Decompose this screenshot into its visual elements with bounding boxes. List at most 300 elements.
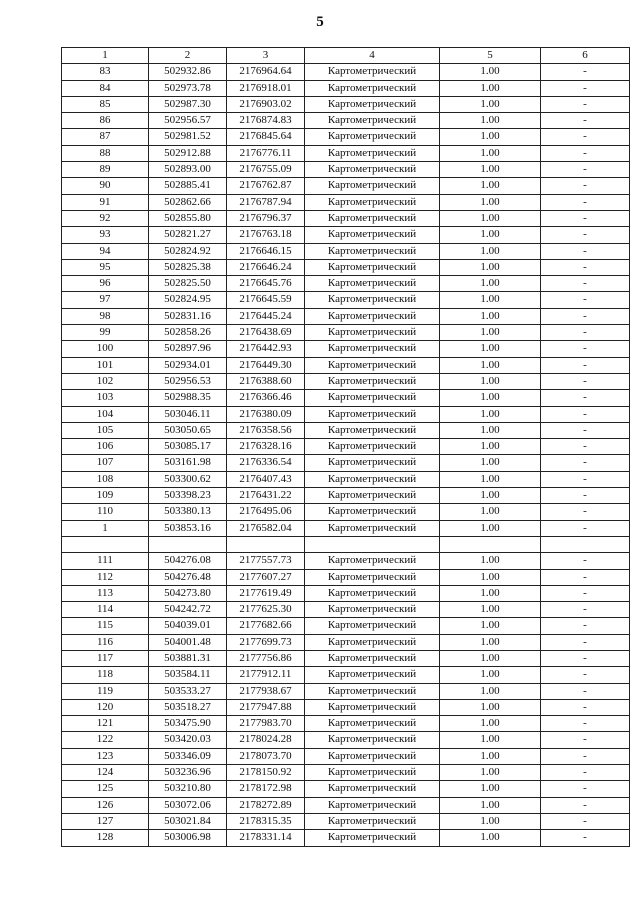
accuracy-cell: 1.00: [440, 439, 541, 455]
note-cell: -: [541, 210, 630, 226]
accuracy-cell: 1.00: [440, 553, 541, 569]
x-coordinate-cell: 503072.06: [149, 797, 227, 813]
table-row: [62, 259, 630, 275]
x-coordinate-cell: 502824.92: [149, 243, 227, 259]
method-cell: Картометрический: [305, 699, 440, 715]
accuracy-cell: 1.00: [440, 732, 541, 748]
method-cell: Картометрический: [305, 667, 440, 683]
method-cell: Картометрический: [305, 210, 440, 226]
method-cell: Картометрический: [305, 178, 440, 194]
table-row: [62, 341, 630, 357]
note-cell: -: [541, 227, 630, 243]
table-row: [62, 194, 630, 210]
y-coordinate-cell: 2177619.49: [227, 585, 305, 601]
x-coordinate-cell: 502825.38: [149, 259, 227, 275]
y-coordinate-cell: 2176755.09: [227, 162, 305, 178]
table-row: [62, 683, 630, 699]
accuracy-cell: 1.00: [440, 178, 541, 194]
x-coordinate-cell: 503420.03: [149, 732, 227, 748]
method-cell: Картометрический: [305, 683, 440, 699]
table-row: [62, 699, 630, 715]
accuracy-cell: 1.00: [440, 683, 541, 699]
accuracy-cell: 1.00: [440, 276, 541, 292]
method-cell: Картометрический: [305, 227, 440, 243]
note-cell: -: [541, 325, 630, 341]
table-row: [62, 716, 630, 732]
y-coordinate-cell: 2176763.18: [227, 227, 305, 243]
accuracy-cell: 1.00: [440, 308, 541, 324]
method-cell: Картометрический: [305, 341, 440, 357]
point-number-cell: [62, 536, 149, 552]
point-number-cell: 107: [62, 455, 149, 471]
note-cell: -: [541, 64, 630, 80]
note-cell: -: [541, 585, 630, 601]
y-coordinate-cell: 2176366.46: [227, 390, 305, 406]
note-cell: -: [541, 765, 630, 781]
note-cell: -: [541, 357, 630, 373]
point-number-cell: 124: [62, 765, 149, 781]
note-cell: -: [541, 569, 630, 585]
y-coordinate-cell: 2176495.06: [227, 504, 305, 520]
x-coordinate-cell: 503398.23: [149, 488, 227, 504]
note-cell: -: [541, 80, 630, 96]
accuracy-cell: 1.00: [440, 765, 541, 781]
point-number-cell: 128: [62, 830, 149, 846]
method-cell: Картометрический: [305, 243, 440, 259]
x-coordinate-cell: 503881.31: [149, 650, 227, 666]
point-number-cell: 121: [62, 716, 149, 732]
x-coordinate-cell: 503210.80: [149, 781, 227, 797]
y-coordinate-cell: 2176918.01: [227, 80, 305, 96]
method-cell: Картометрический: [305, 634, 440, 650]
x-coordinate-cell: 502973.78: [149, 80, 227, 96]
note-cell: -: [541, 471, 630, 487]
note-cell: -: [541, 732, 630, 748]
table-row: [62, 64, 630, 80]
y-coordinate-cell: 2176776.11: [227, 145, 305, 161]
method-cell: Картометрический: [305, 422, 440, 438]
method-cell: Картометрический: [305, 373, 440, 389]
y-coordinate-cell: 2176407.43: [227, 471, 305, 487]
x-coordinate-cell: 502934.01: [149, 357, 227, 373]
accuracy-cell: 1.00: [440, 748, 541, 764]
point-number-cell: 108: [62, 471, 149, 487]
point-number-cell: 116: [62, 634, 149, 650]
y-coordinate-cell: 2177912.11: [227, 667, 305, 683]
accuracy-cell: 1.00: [440, 227, 541, 243]
y-coordinate-cell: 2176903.02: [227, 96, 305, 112]
note-cell: [541, 536, 630, 552]
note-cell: -: [541, 422, 630, 438]
method-cell: Картометрический: [305, 830, 440, 846]
method-cell: Картометрический: [305, 781, 440, 797]
table-row: [62, 602, 630, 618]
note-cell: -: [541, 667, 630, 683]
accuracy-cell: 1.00: [440, 699, 541, 715]
point-number-cell: 123: [62, 748, 149, 764]
table-row: [62, 667, 630, 683]
note-cell: -: [541, 699, 630, 715]
table-row: [62, 781, 630, 797]
table-row: [62, 618, 630, 634]
note-cell: -: [541, 455, 630, 471]
method-cell: Картометрический: [305, 162, 440, 178]
x-coordinate-cell: 502858.26: [149, 325, 227, 341]
y-coordinate-cell: 2176328.16: [227, 439, 305, 455]
note-cell: -: [541, 96, 630, 112]
method-cell: Картометрический: [305, 732, 440, 748]
y-coordinate-cell: 2176358.56: [227, 422, 305, 438]
method-cell: Картометрический: [305, 748, 440, 764]
point-number-cell: 122: [62, 732, 149, 748]
x-coordinate-cell: 503533.27: [149, 683, 227, 699]
accuracy-cell: 1.00: [440, 373, 541, 389]
x-coordinate-cell: [149, 536, 227, 552]
point-number-cell: 114: [62, 602, 149, 618]
y-coordinate-cell: 2176646.15: [227, 243, 305, 259]
header-cell-3: 3: [227, 48, 305, 64]
x-coordinate-cell: 503346.09: [149, 748, 227, 764]
note-cell: -: [541, 145, 630, 161]
y-coordinate-cell: 2176582.04: [227, 520, 305, 536]
accuracy-cell: 1.00: [440, 667, 541, 683]
table-row: [62, 504, 630, 520]
point-number-cell: 104: [62, 406, 149, 422]
table-row: [62, 162, 630, 178]
method-cell: [305, 536, 440, 552]
note-cell: -: [541, 797, 630, 813]
accuracy-cell: 1.00: [440, 830, 541, 846]
y-coordinate-cell: 2177947.88: [227, 699, 305, 715]
accuracy-cell: 1.00: [440, 716, 541, 732]
table-row: [62, 732, 630, 748]
x-coordinate-cell: 504276.08: [149, 553, 227, 569]
accuracy-cell: 1.00: [440, 96, 541, 112]
x-coordinate-cell: 503046.11: [149, 406, 227, 422]
table-row: [62, 765, 630, 781]
method-cell: Картометрический: [305, 194, 440, 210]
table-row: [62, 422, 630, 438]
point-number-cell: 120: [62, 699, 149, 715]
accuracy-cell: [440, 536, 541, 552]
note-cell: -: [541, 341, 630, 357]
accuracy-cell: 1.00: [440, 520, 541, 536]
method-cell: Картометрический: [305, 80, 440, 96]
table-row: [62, 325, 630, 341]
x-coordinate-cell: 503161.98: [149, 455, 227, 471]
x-coordinate-cell: 503584.11: [149, 667, 227, 683]
note-cell: -: [541, 634, 630, 650]
point-number-cell: 93: [62, 227, 149, 243]
note-cell: -: [541, 553, 630, 569]
table-row: [62, 96, 630, 112]
method-cell: Картометрический: [305, 455, 440, 471]
note-cell: -: [541, 178, 630, 194]
accuracy-cell: 1.00: [440, 145, 541, 161]
note-cell: -: [541, 520, 630, 536]
method-cell: Картометрический: [305, 585, 440, 601]
y-coordinate-cell: 2176388.60: [227, 373, 305, 389]
table-row: [62, 373, 630, 389]
point-number-cell: 97: [62, 292, 149, 308]
accuracy-cell: 1.00: [440, 455, 541, 471]
accuracy-cell: 1.00: [440, 292, 541, 308]
table-row: [62, 276, 630, 292]
x-coordinate-cell: 503300.62: [149, 471, 227, 487]
table-row: [62, 488, 630, 504]
point-number-cell: 102: [62, 373, 149, 389]
x-coordinate-cell: 504001.48: [149, 634, 227, 650]
accuracy-cell: 1.00: [440, 602, 541, 618]
y-coordinate-cell: 2176336.54: [227, 455, 305, 471]
point-number-cell: 91: [62, 194, 149, 210]
accuracy-cell: 1.00: [440, 569, 541, 585]
x-coordinate-cell: 504039.01: [149, 618, 227, 634]
note-cell: -: [541, 618, 630, 634]
point-number-cell: 119: [62, 683, 149, 699]
table-row: [62, 455, 630, 471]
x-coordinate-cell: 503853.16: [149, 520, 227, 536]
y-coordinate-cell: 2176762.87: [227, 178, 305, 194]
point-number-cell: 83: [62, 64, 149, 80]
table-row: [62, 390, 630, 406]
y-coordinate-cell: 2178150.92: [227, 765, 305, 781]
x-coordinate-cell: 502893.00: [149, 162, 227, 178]
x-coordinate-cell: 503236.96: [149, 765, 227, 781]
x-coordinate-cell: 503380.13: [149, 504, 227, 520]
y-coordinate-cell: 2177682.66: [227, 618, 305, 634]
note-cell: -: [541, 683, 630, 699]
accuracy-cell: 1.00: [440, 64, 541, 80]
method-cell: Картометрический: [305, 618, 440, 634]
point-number-cell: 110: [62, 504, 149, 520]
accuracy-cell: 1.00: [440, 585, 541, 601]
point-number-cell: 112: [62, 569, 149, 585]
y-coordinate-cell: 2178331.14: [227, 830, 305, 846]
table-row: [62, 210, 630, 226]
y-coordinate-cell: 2176449.30: [227, 357, 305, 373]
accuracy-cell: 1.00: [440, 488, 541, 504]
accuracy-cell: 1.00: [440, 471, 541, 487]
method-cell: Картометрический: [305, 471, 440, 487]
table-row: [62, 243, 630, 259]
method-cell: Картометрический: [305, 259, 440, 275]
method-cell: Картометрический: [305, 390, 440, 406]
y-coordinate-cell: 2177625.30: [227, 602, 305, 618]
point-number-cell: 1: [62, 520, 149, 536]
y-coordinate-cell: 2178315.35: [227, 813, 305, 829]
coordinates-table: [61, 47, 630, 847]
header-cell-4: 4: [305, 48, 440, 64]
method-cell: Картометрический: [305, 439, 440, 455]
method-cell: Картометрический: [305, 406, 440, 422]
table-row: [62, 145, 630, 161]
y-coordinate-cell: 2178272.89: [227, 797, 305, 813]
method-cell: Картометрический: [305, 325, 440, 341]
accuracy-cell: 1.00: [440, 325, 541, 341]
accuracy-cell: 1.00: [440, 422, 541, 438]
method-cell: Картометрический: [305, 602, 440, 618]
point-number-cell: 98: [62, 308, 149, 324]
point-number-cell: 115: [62, 618, 149, 634]
y-coordinate-cell: 2176431.22: [227, 488, 305, 504]
method-cell: Картометрический: [305, 64, 440, 80]
x-coordinate-cell: 504276.48: [149, 569, 227, 585]
y-coordinate-cell: 2176964.64: [227, 64, 305, 80]
x-coordinate-cell: 502956.53: [149, 373, 227, 389]
point-number-cell: 89: [62, 162, 149, 178]
header-cell-2: 2: [149, 48, 227, 64]
page-number: 5: [316, 14, 324, 30]
table-row: [62, 830, 630, 846]
method-cell: Картометрический: [305, 113, 440, 129]
method-cell: Картометрический: [305, 504, 440, 520]
accuracy-cell: 1.00: [440, 650, 541, 666]
y-coordinate-cell: 2176438.69: [227, 325, 305, 341]
table-body: [62, 64, 630, 846]
point-number-cell: 96: [62, 276, 149, 292]
header-cell-1: 1: [62, 48, 149, 64]
method-cell: Картометрический: [305, 765, 440, 781]
note-cell: -: [541, 194, 630, 210]
accuracy-cell: 1.00: [440, 80, 541, 96]
note-cell: -: [541, 504, 630, 520]
method-cell: Картометрический: [305, 813, 440, 829]
x-coordinate-cell: 502956.57: [149, 113, 227, 129]
method-cell: Картометрический: [305, 129, 440, 145]
x-coordinate-cell: 504242.72: [149, 602, 227, 618]
accuracy-cell: 1.00: [440, 194, 541, 210]
accuracy-cell: 1.00: [440, 259, 541, 275]
y-coordinate-cell: 2178073.70: [227, 748, 305, 764]
point-number-cell: 101: [62, 357, 149, 373]
note-cell: -: [541, 276, 630, 292]
table-row: [62, 80, 630, 96]
y-coordinate-cell: 2178024.28: [227, 732, 305, 748]
accuracy-cell: 1.00: [440, 341, 541, 357]
y-coordinate-cell: 2176442.93: [227, 341, 305, 357]
table-row: [62, 650, 630, 666]
x-coordinate-cell: 502825.50: [149, 276, 227, 292]
point-number-cell: 113: [62, 585, 149, 601]
note-cell: -: [541, 716, 630, 732]
table-row: [62, 813, 630, 829]
point-number-cell: 111: [62, 553, 149, 569]
note-cell: -: [541, 830, 630, 846]
y-coordinate-cell: 2176645.76: [227, 276, 305, 292]
table-row: [62, 113, 630, 129]
accuracy-cell: 1.00: [440, 390, 541, 406]
table-row: [62, 357, 630, 373]
note-cell: -: [541, 162, 630, 178]
method-cell: Картометрический: [305, 96, 440, 112]
method-cell: Картометрический: [305, 292, 440, 308]
method-cell: Картометрический: [305, 797, 440, 813]
note-cell: -: [541, 292, 630, 308]
x-coordinate-cell: 503518.27: [149, 699, 227, 715]
y-coordinate-cell: 2176380.09: [227, 406, 305, 422]
note-cell: -: [541, 488, 630, 504]
table-row: [62, 797, 630, 813]
y-coordinate-cell: 2176445.24: [227, 308, 305, 324]
method-cell: Картометрический: [305, 308, 440, 324]
table-row: [62, 129, 630, 145]
point-number-cell: 86: [62, 113, 149, 129]
accuracy-cell: 1.00: [440, 357, 541, 373]
table-row: [62, 634, 630, 650]
x-coordinate-cell: 502987.30: [149, 96, 227, 112]
table-row: [62, 308, 630, 324]
x-coordinate-cell: 503085.17: [149, 439, 227, 455]
method-cell: Картометрический: [305, 276, 440, 292]
y-coordinate-cell: 2177699.73: [227, 634, 305, 650]
point-number-cell: 117: [62, 650, 149, 666]
method-cell: Картометрический: [305, 145, 440, 161]
y-coordinate-cell: 2178172.98: [227, 781, 305, 797]
table-row: [62, 748, 630, 764]
y-coordinate-cell: 2177607.27: [227, 569, 305, 585]
x-coordinate-cell: 503021.84: [149, 813, 227, 829]
table-row: [62, 406, 630, 422]
x-coordinate-cell: 502824.95: [149, 292, 227, 308]
x-coordinate-cell: 504273.80: [149, 585, 227, 601]
point-number-cell: 105: [62, 422, 149, 438]
x-coordinate-cell: 502981.52: [149, 129, 227, 145]
point-number-cell: 125: [62, 781, 149, 797]
y-coordinate-cell: 2176645.59: [227, 292, 305, 308]
header-cell-6: 6: [541, 48, 630, 64]
accuracy-cell: 1.00: [440, 406, 541, 422]
note-cell: -: [541, 259, 630, 275]
y-coordinate-cell: 2176796.37: [227, 210, 305, 226]
x-coordinate-cell: 503475.90: [149, 716, 227, 732]
note-cell: -: [541, 813, 630, 829]
x-coordinate-cell: 502862.66: [149, 194, 227, 210]
accuracy-cell: 1.00: [440, 797, 541, 813]
y-coordinate-cell: 2176646.24: [227, 259, 305, 275]
point-number-cell: 84: [62, 80, 149, 96]
header-row: [62, 48, 630, 64]
method-cell: Картометрический: [305, 553, 440, 569]
method-cell: Картометрический: [305, 716, 440, 732]
y-coordinate-cell: [227, 536, 305, 552]
y-coordinate-cell: 2177938.67: [227, 683, 305, 699]
point-number-cell: 85: [62, 96, 149, 112]
table-row: [62, 227, 630, 243]
table-header: [62, 48, 630, 64]
x-coordinate-cell: 502831.16: [149, 308, 227, 324]
x-coordinate-cell: 503006.98: [149, 830, 227, 846]
note-cell: -: [541, 113, 630, 129]
x-coordinate-cell: 502912.88: [149, 145, 227, 161]
point-number-cell: 87: [62, 129, 149, 145]
note-cell: -: [541, 602, 630, 618]
note-cell: -: [541, 308, 630, 324]
note-cell: -: [541, 650, 630, 666]
point-number-cell: 127: [62, 813, 149, 829]
accuracy-cell: 1.00: [440, 243, 541, 259]
x-coordinate-cell: 502885.41: [149, 178, 227, 194]
note-cell: -: [541, 129, 630, 145]
table-row: [62, 569, 630, 585]
point-number-cell: 109: [62, 488, 149, 504]
x-coordinate-cell: 502988.35: [149, 390, 227, 406]
header-cell-5: 5: [440, 48, 541, 64]
accuracy-cell: 1.00: [440, 618, 541, 634]
table-row: [62, 439, 630, 455]
table-row: [62, 292, 630, 308]
method-cell: Картометрический: [305, 569, 440, 585]
